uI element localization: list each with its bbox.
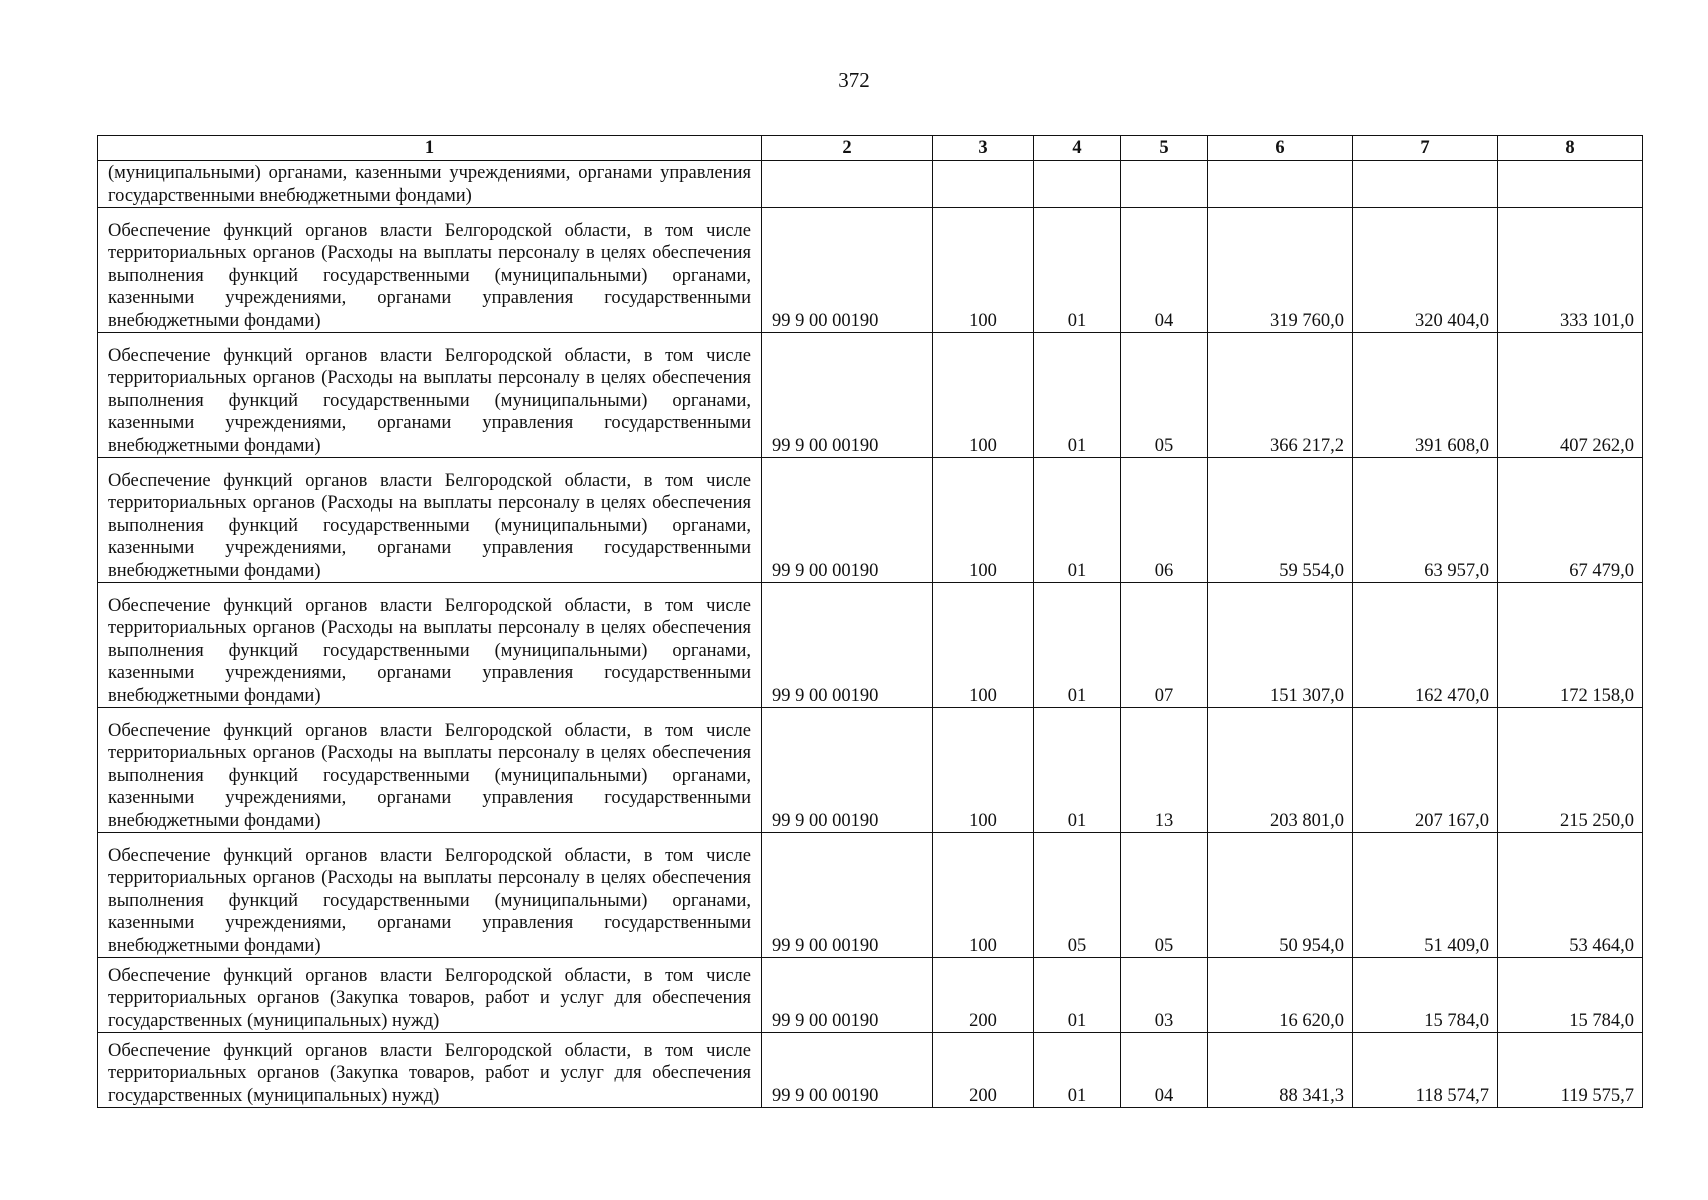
amount-col-6: 366 217,2 bbox=[1208, 333, 1353, 458]
expense-type-code: 200 bbox=[933, 958, 1034, 1033]
amount-col-8: 172 158,0 bbox=[1498, 583, 1643, 708]
header-cell: 6 bbox=[1208, 136, 1353, 161]
row-description: Обеспечение функций органов власти Белгородской области, в том числе территориальных органов (Расходы на выплаты персоналу в целях обеспечения выполнения функций государственными (муниципальными) органами, казенными учреждениями, органами управления государственными внебюджетными фондами) bbox=[98, 833, 762, 958]
amount-col-7: 118 574,7 bbox=[1353, 1033, 1498, 1108]
amount-col-6: 151 307,0 bbox=[1208, 583, 1353, 708]
amount-col-7: 15 784,0 bbox=[1353, 958, 1498, 1033]
amount-col-8: 53 464,0 bbox=[1498, 833, 1643, 958]
row-description: Обеспечение функций органов власти Белгородской области, в том числе территориальных органов (Закупка товаров, работ и услуг для обеспечения государственных (муниципальных) нужд) bbox=[98, 1033, 762, 1108]
expense-type-code: 100 bbox=[933, 583, 1034, 708]
header-cell: 3 bbox=[933, 136, 1034, 161]
empty-cell bbox=[762, 161, 933, 208]
amount-col-8: 67 479,0 bbox=[1498, 458, 1643, 583]
continuation-row bbox=[98, 161, 1643, 208]
amount-col-6: 203 801,0 bbox=[1208, 708, 1353, 833]
row-description: (муниципальными) органами, казенными учреждениями, органами управления государственными внебюджетными фондами) bbox=[98, 161, 762, 208]
empty-cell bbox=[1034, 161, 1121, 208]
amount-col-7: 51 409,0 bbox=[1353, 833, 1498, 958]
subsection-code: 05 bbox=[1121, 833, 1208, 958]
subsection-code: 04 bbox=[1121, 1033, 1208, 1108]
table-row bbox=[98, 333, 1643, 458]
amount-col-8: 407 262,0 bbox=[1498, 333, 1643, 458]
section-code: 01 bbox=[1034, 1033, 1121, 1108]
classification-code: 99 9 00 00190 bbox=[762, 833, 933, 958]
classification-code: 99 9 00 00190 bbox=[762, 1033, 933, 1108]
row-description: Обеспечение функций органов власти Белгородской области, в том числе территориальных органов (Расходы на выплаты персоналу в целях обеспечения выполнения функций государственными (муниципальными) органами, казенными учреждениями, органами управления государственными внебюджетными фондами) bbox=[98, 583, 762, 708]
row-description: Обеспечение функций органов власти Белгородской области, в том числе территориальных органов (Расходы на выплаты персоналу в целях обеспечения выполнения функций государственными (муниципальными) органами, казенными учреждениями, органами управления государственными внебюджетными фондами) bbox=[98, 708, 762, 833]
header-row bbox=[98, 136, 1643, 161]
amount-col-8: 119 575,7 bbox=[1498, 1033, 1643, 1108]
table-row bbox=[98, 958, 1643, 1033]
amount-col-7: 391 608,0 bbox=[1353, 333, 1498, 458]
amount-col-8: 15 784,0 bbox=[1498, 958, 1643, 1033]
amount-col-6: 50 954,0 bbox=[1208, 833, 1353, 958]
header-cell: 7 bbox=[1353, 136, 1498, 161]
table-row bbox=[98, 208, 1643, 333]
budget-table bbox=[97, 135, 1643, 1108]
classification-code: 99 9 00 00190 bbox=[762, 708, 933, 833]
amount-col-7: 320 404,0 bbox=[1353, 208, 1498, 333]
section-code: 01 bbox=[1034, 333, 1121, 458]
classification-code: 99 9 00 00190 bbox=[762, 958, 933, 1033]
amount-col-6: 319 760,0 bbox=[1208, 208, 1353, 333]
expense-type-code: 100 bbox=[933, 708, 1034, 833]
expense-type-code: 100 bbox=[933, 458, 1034, 583]
subsection-code: 07 bbox=[1121, 583, 1208, 708]
table-row bbox=[98, 1033, 1643, 1108]
table-row bbox=[98, 833, 1643, 958]
subsection-code: 05 bbox=[1121, 333, 1208, 458]
section-code: 01 bbox=[1034, 583, 1121, 708]
amount-col-7: 207 167,0 bbox=[1353, 708, 1498, 833]
section-code: 01 bbox=[1034, 708, 1121, 833]
empty-cell bbox=[1353, 161, 1498, 208]
classification-code: 99 9 00 00190 bbox=[762, 333, 933, 458]
amount-col-6: 59 554,0 bbox=[1208, 458, 1353, 583]
classification-code: 99 9 00 00190 bbox=[762, 583, 933, 708]
header-cell: 8 bbox=[1498, 136, 1643, 161]
expense-type-code: 100 bbox=[933, 833, 1034, 958]
empty-cell bbox=[1121, 161, 1208, 208]
header-cell: 4 bbox=[1034, 136, 1121, 161]
table-row bbox=[98, 458, 1643, 583]
row-description: Обеспечение функций органов власти Белгородской области, в том числе территориальных органов (Закупка товаров, работ и услуг для обеспечения государственных (муниципальных) нужд) bbox=[98, 958, 762, 1033]
empty-cell bbox=[933, 161, 1034, 208]
subsection-code: 04 bbox=[1121, 208, 1208, 333]
amount-col-8: 333 101,0 bbox=[1498, 208, 1643, 333]
amount-col-7: 63 957,0 bbox=[1353, 458, 1498, 583]
expense-type-code: 100 bbox=[933, 208, 1034, 333]
row-description: Обеспечение функций органов власти Белгородской области, в том числе территориальных органов (Расходы на выплаты персоналу в целях обеспечения выполнения функций государственными (муниципальными) органами, казенными учреждениями, органами управления государственными внебюджетными фондами) bbox=[98, 208, 762, 333]
subsection-code: 03 bbox=[1121, 958, 1208, 1033]
subsection-code: 06 bbox=[1121, 458, 1208, 583]
expense-type-code: 200 bbox=[933, 1033, 1034, 1108]
classification-code: 99 9 00 00190 bbox=[762, 458, 933, 583]
row-description: Обеспечение функций органов власти Белгородской области, в том числе территориальных органов (Расходы на выплаты персоналу в целях обеспечения выполнения функций государственными (муниципальными) органами, казенными учреждениями, органами управления государственными внебюджетными фондами) bbox=[98, 333, 762, 458]
section-code: 01 bbox=[1034, 208, 1121, 333]
section-code: 01 bbox=[1034, 958, 1121, 1033]
table-row bbox=[98, 583, 1643, 708]
empty-cell bbox=[1208, 161, 1353, 208]
section-code: 01 bbox=[1034, 458, 1121, 583]
amount-col-7: 162 470,0 bbox=[1353, 583, 1498, 708]
amount-col-6: 16 620,0 bbox=[1208, 958, 1353, 1033]
table-row bbox=[98, 708, 1643, 833]
amount-col-6: 88 341,3 bbox=[1208, 1033, 1353, 1108]
header-cell: 5 bbox=[1121, 136, 1208, 161]
empty-cell bbox=[1498, 161, 1643, 208]
header-cell: 2 bbox=[762, 136, 933, 161]
page-number: 372 bbox=[838, 68, 870, 92]
expense-type-code: 100 bbox=[933, 333, 1034, 458]
classification-code: 99 9 00 00190 bbox=[762, 208, 933, 333]
subsection-code: 13 bbox=[1121, 708, 1208, 833]
header-cell: 1 bbox=[98, 136, 762, 161]
row-description: Обеспечение функций органов власти Белгородской области, в том числе территориальных органов (Расходы на выплаты персоналу в целях обеспечения выполнения функций государственными (муниципальными) органами, казенными учреждениями, органами управления государственными внебюджетными фондами) bbox=[98, 458, 762, 583]
section-code: 05 bbox=[1034, 833, 1121, 958]
amount-col-8: 215 250,0 bbox=[1498, 708, 1643, 833]
